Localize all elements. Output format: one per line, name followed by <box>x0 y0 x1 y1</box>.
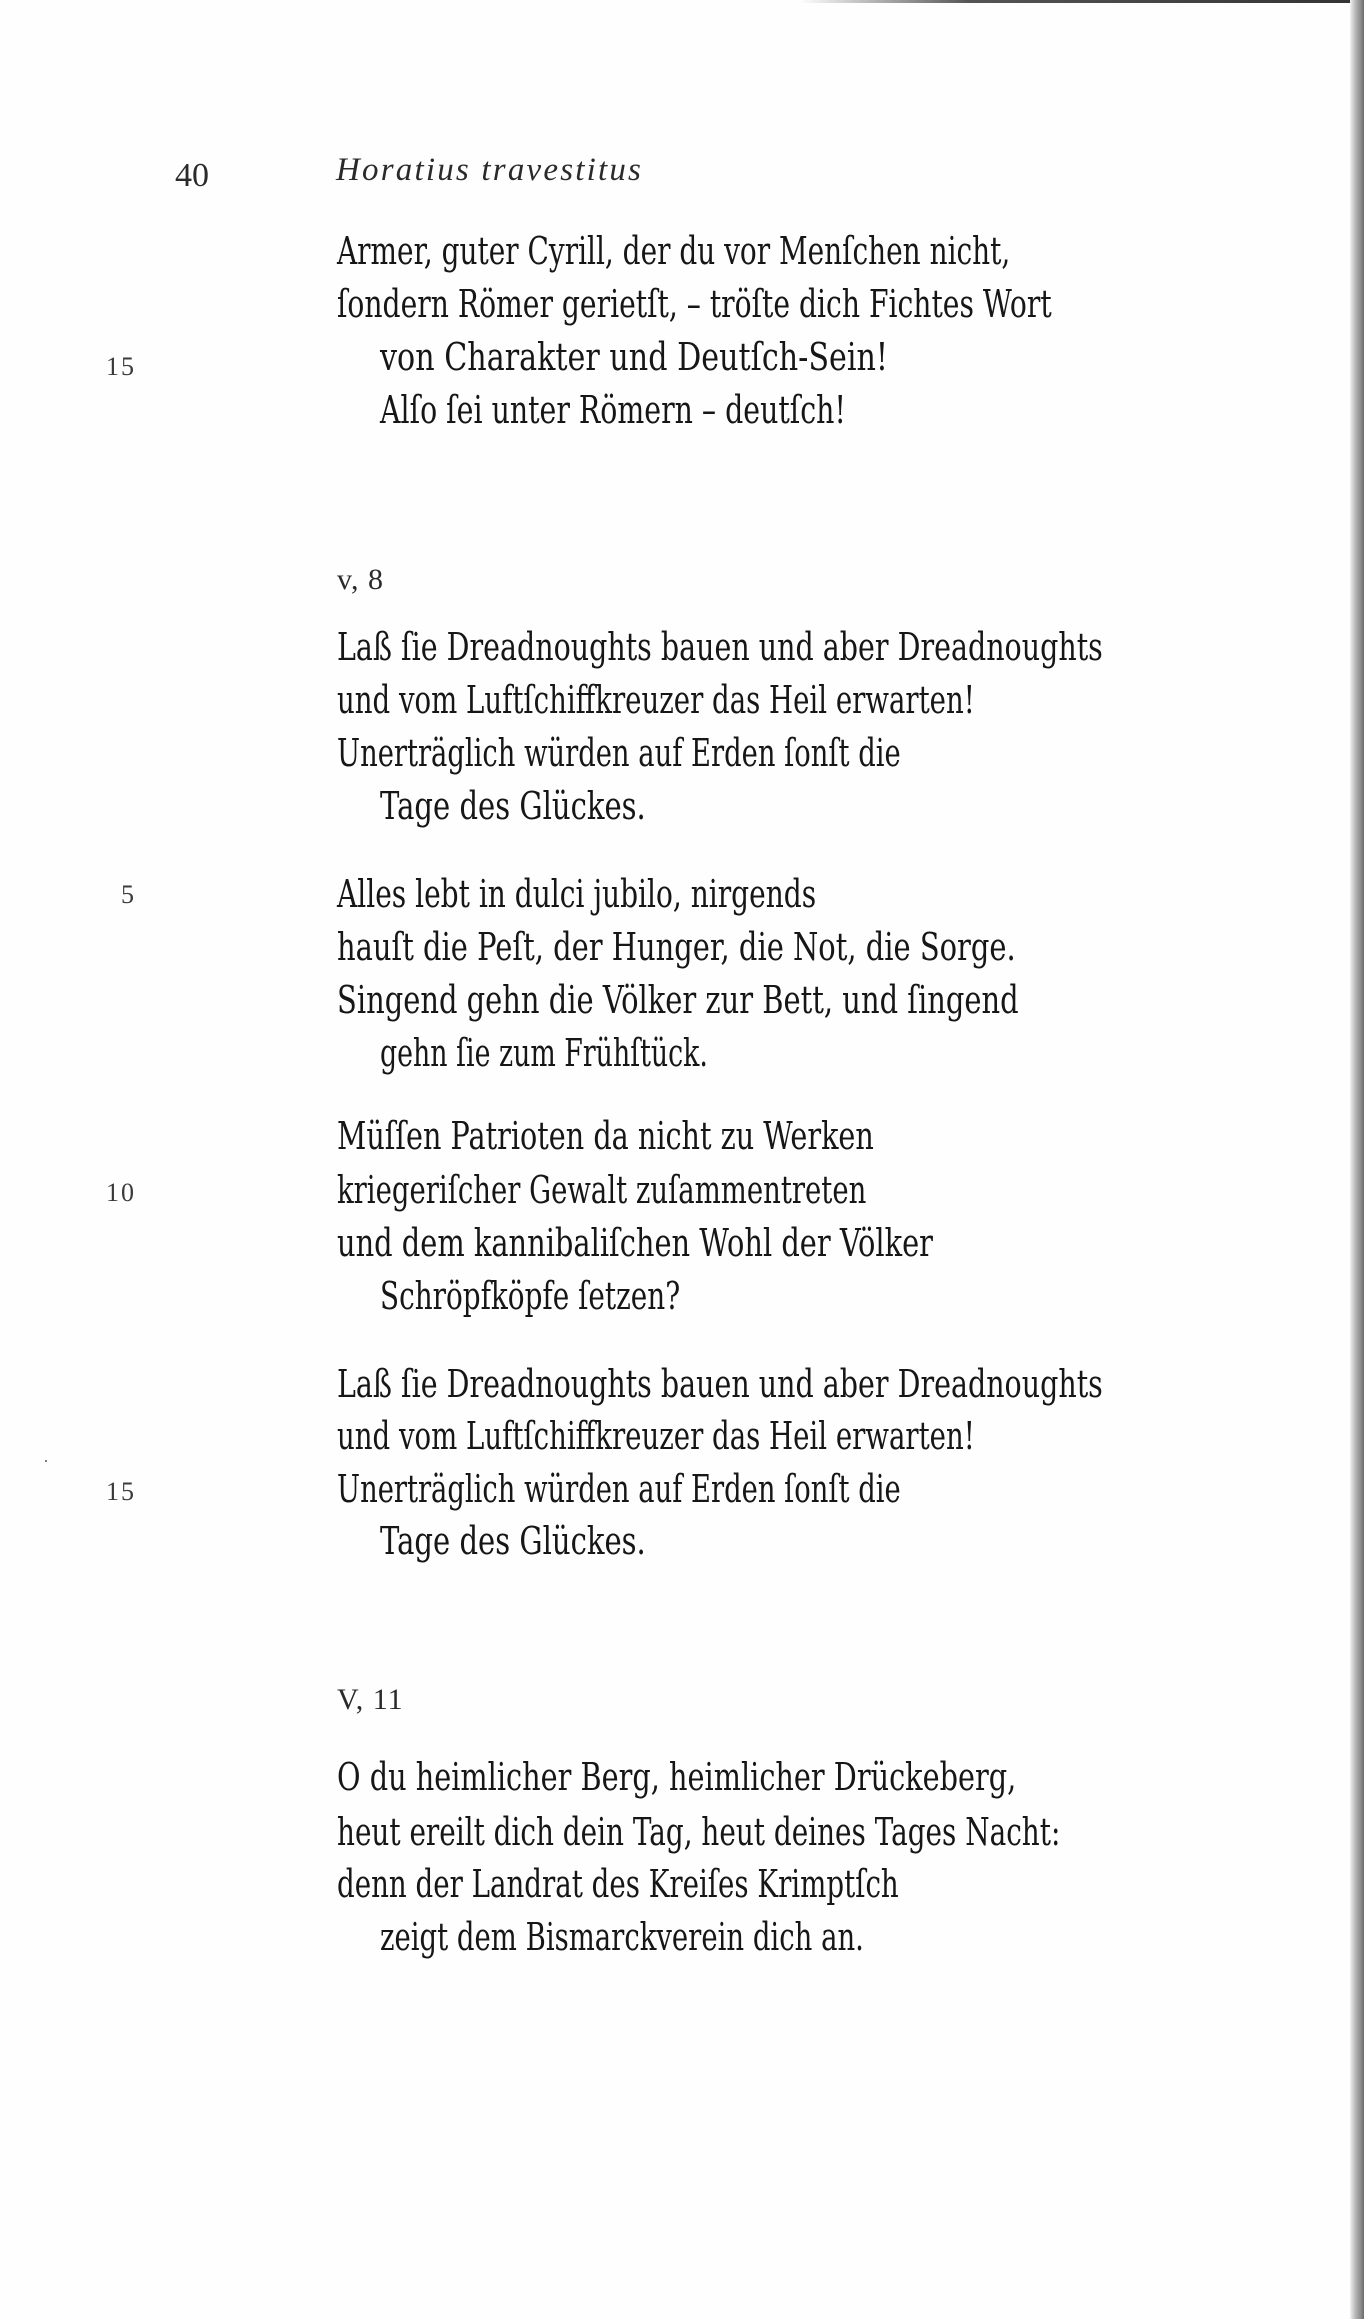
line-number: 5 <box>121 880 136 909</box>
verse-line: Laß ſie Dreadnoughts bauen und aber Dreadnoughts <box>337 1362 1103 1406</box>
verse-line: Singend gehn die Völker zur Bett, und ſingend <box>337 978 1019 1022</box>
line-number: 15 <box>106 1477 136 1506</box>
verse-line: gehn ſie zum Frühſtück. <box>380 1031 708 1075</box>
page-number: 40 <box>175 157 209 194</box>
running-title: Horatius travestitus <box>336 152 644 188</box>
verse-line: Tage des Glückes. <box>380 1519 646 1563</box>
line-number: 10 <box>106 1178 136 1207</box>
verse-line: denn der Landrat des Kreiſes Krimptſch <box>337 1862 899 1906</box>
verse-line: zeigt dem Bismarckverein dich an. <box>380 1915 864 1959</box>
verse-line: Unerträglich würden auf Erden ſonſt die <box>337 731 901 775</box>
verse-line: Schröpfköpfe ſetzen? <box>380 1274 681 1318</box>
verse-line: Tage des Glückes. <box>380 784 646 828</box>
verse-line: Armer, guter Cyrill, der du vor Menſchen nicht, <box>337 229 1011 273</box>
section-label-v11: V, 11 <box>337 1683 404 1716</box>
page-right-edge-shadow <box>1350 0 1364 2319</box>
page-top-edge <box>800 0 1364 3</box>
verse-line: Laß ſie Dreadnoughts bauen und aber Dreadnoughts <box>337 625 1103 669</box>
verse-line: und vom Luftſchiffkreuzer das Heil erwarten! <box>337 678 975 722</box>
scan-speck <box>45 1460 47 1462</box>
verse-line: und vom Luftſchiffkreuzer das Heil erwarten! <box>337 1414 975 1458</box>
verse-line: und dem kannibaliſchen Wohl der Völker <box>337 1221 933 1265</box>
verse-line: hauſt die Peſt, der Hunger, die Not, die Sorge. <box>337 925 1016 969</box>
verse-line: Müſſen Patrioten da nicht zu Werken <box>337 1114 874 1158</box>
verse-line: heut ereilt dich dein Tag, heut deines Tages Nacht: <box>337 1810 1061 1854</box>
verse-line: Alles lebt in dulci jubilo, nirgends <box>337 872 817 916</box>
verse-line: von Charakter und Deutſch-Sein! <box>380 335 889 379</box>
section-label-v8: v, 8 <box>337 563 385 596</box>
verse-line: ſondern Römer gerietſt, – tröſte dich Fichtes Wort <box>337 282 1052 326</box>
verse-line: Alſo ſei unter Römern – deutſch! <box>380 388 846 432</box>
verse-line: O du heimlicher Berg, heimlicher Drückeberg, <box>337 1755 1017 1799</box>
verse-line: Unerträglich würden auf Erden ſonſt die <box>337 1467 901 1511</box>
verse-line: kriegeriſcher Gewalt zuſammentreten <box>337 1168 867 1212</box>
line-number: 15 <box>106 352 136 381</box>
